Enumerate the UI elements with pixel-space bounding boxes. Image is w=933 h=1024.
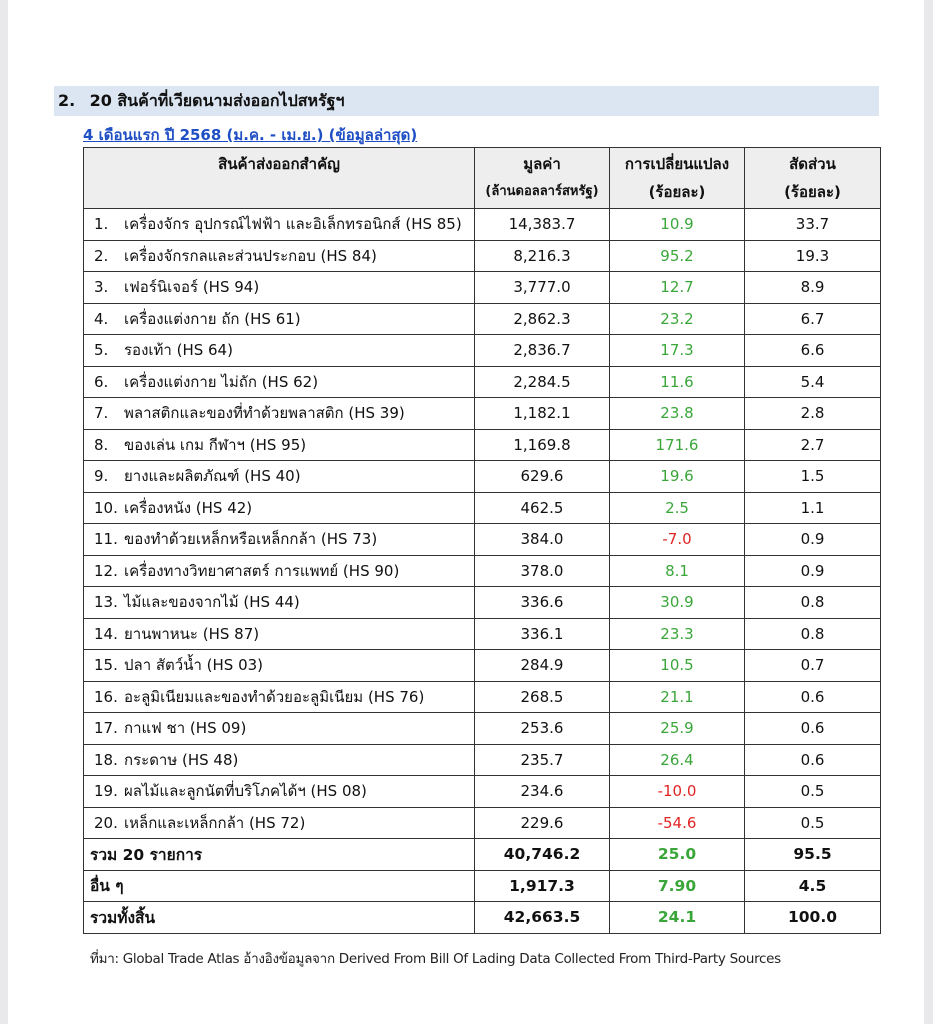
share-cell: 0.7 <box>745 650 881 682</box>
total-value: 40,746.2 <box>475 839 610 871</box>
share-cell: 1.5 <box>745 461 881 493</box>
table-row <box>84 776 881 808</box>
product-name: ยานพาหนะ (HS 87) <box>124 624 260 643</box>
total-value: 1,917.3 <box>475 870 610 902</box>
product-name: ผลไม้และลูกนัตที่บริโภคได้ฯ (HS 08) <box>124 782 367 801</box>
row-index: 10. <box>94 498 118 517</box>
product-name: รองเท้า (HS 64) <box>124 341 233 360</box>
change-cell: -54.6 <box>610 807 745 839</box>
value-cell: 229.6 <box>475 807 610 839</box>
product-cell <box>84 555 475 587</box>
change-cell: 12.7 <box>610 272 745 304</box>
product-name: เหล็กและเหล็กกล้า (HS 72) <box>124 813 306 832</box>
table-row <box>84 555 881 587</box>
product-cell <box>84 303 475 335</box>
table-row <box>84 461 881 493</box>
table-row <box>84 587 881 619</box>
row-index: 9. <box>94 467 109 486</box>
value-cell: 462.5 <box>475 492 610 524</box>
header-value: มูลค่า (ล้านดอลลาร์สหรัฐ) <box>475 148 610 209</box>
change-cell: 23.2 <box>610 303 745 335</box>
share-cell: 0.6 <box>745 713 881 745</box>
product-name: อะลูมิเนียมและของทำด้วยอะลูมิเนียม (HS 76) <box>124 687 425 706</box>
period-subheading-link[interactable]: 4 เดือนแรก ปี 2568 (ม.ค. - เม.ย.) (ข้อมูลล่าสุด) <box>83 126 418 144</box>
row-index: 3. <box>94 278 109 297</box>
table-row <box>84 303 881 335</box>
value-cell: 2,862.3 <box>475 303 610 335</box>
value-cell: 629.6 <box>475 461 610 493</box>
table-row <box>84 272 881 304</box>
product-name: ของเล่น เกม กีฬาฯ (HS 95) <box>124 435 307 454</box>
section-heading <box>54 86 879 116</box>
row-index: 18. <box>94 750 118 769</box>
product-name: กาแฟ ชา (HS 09) <box>124 719 247 738</box>
share-cell: 0.8 <box>745 618 881 650</box>
row-index: 12. <box>94 561 118 580</box>
section-number: 2. <box>58 91 76 110</box>
row-index: 20. <box>94 813 118 832</box>
share-cell: 0.5 <box>745 807 881 839</box>
row-index: 15. <box>94 656 118 675</box>
header-change: การเปลี่ยนแปลง (ร้อยละ) <box>610 148 745 209</box>
product-name: กระดาษ (HS 48) <box>124 750 239 769</box>
row-index: 7. <box>94 404 109 423</box>
table-row <box>84 429 881 461</box>
value-cell: 1,169.8 <box>475 429 610 461</box>
change-cell: 11.6 <box>610 366 745 398</box>
change-cell: -10.0 <box>610 776 745 808</box>
value-cell: 2,284.5 <box>475 366 610 398</box>
total-label: อื่น ๆ <box>84 870 475 902</box>
share-cell: 5.4 <box>745 366 881 398</box>
value-cell: 268.5 <box>475 681 610 713</box>
product-cell <box>84 618 475 650</box>
value-cell: 378.0 <box>475 555 610 587</box>
product-cell <box>84 776 475 808</box>
product-name: เครื่องทางวิทยาศาสตร์ การแพทย์ (HS 90) <box>124 561 400 580</box>
row-index: 19. <box>94 782 118 801</box>
change-cell: 25.9 <box>610 713 745 745</box>
product-cell <box>84 335 475 367</box>
table-row <box>84 744 881 776</box>
product-name: เฟอร์นิเจอร์ (HS 94) <box>124 278 260 297</box>
share-cell: 6.6 <box>745 335 881 367</box>
share-cell: 0.8 <box>745 587 881 619</box>
change-cell: 23.3 <box>610 618 745 650</box>
share-cell: 0.6 <box>745 681 881 713</box>
header-share: สัดส่วน (ร้อยละ) <box>745 148 881 209</box>
share-cell: 8.9 <box>745 272 881 304</box>
product-name: ของทำด้วยเหล็กหรือเหล็กกล้า (HS 73) <box>124 530 378 549</box>
product-cell <box>84 713 475 745</box>
change-cell: 30.9 <box>610 587 745 619</box>
product-cell <box>84 524 475 556</box>
value-cell: 253.6 <box>475 713 610 745</box>
table-row <box>84 492 881 524</box>
row-index: 13. <box>94 593 118 612</box>
share-cell: 0.9 <box>745 555 881 587</box>
table-row <box>84 713 881 745</box>
row-index: 4. <box>94 309 109 328</box>
share-cell: 2.7 <box>745 429 881 461</box>
change-cell: 95.2 <box>610 240 745 272</box>
total-share: 100.0 <box>745 902 881 934</box>
value-cell: 336.6 <box>475 587 610 619</box>
product-name: เครื่องหนัง (HS 42) <box>124 498 253 517</box>
share-cell: 0.5 <box>745 776 881 808</box>
total-share: 95.5 <box>745 839 881 871</box>
change-cell: 26.4 <box>610 744 745 776</box>
table-row <box>84 366 881 398</box>
total-change: 7.90 <box>610 870 745 902</box>
product-name: เครื่องแต่งกาย ถัก (HS 61) <box>124 309 301 328</box>
change-cell: 171.6 <box>610 429 745 461</box>
product-cell <box>84 366 475 398</box>
product-cell <box>84 587 475 619</box>
total-row <box>84 902 881 934</box>
source-note: ที่มา: Global Trade Atlas อ้างอิงข้อมูลจาก Derived From Bill Of Lading Data Collected From Third-Party Sources <box>90 951 781 967</box>
product-cell <box>84 272 475 304</box>
table-row <box>84 681 881 713</box>
change-cell: 10.9 <box>610 209 745 241</box>
section-title: 20 สินค้าที่เวียดนามส่งออกไปสหรัฐฯ <box>89 91 345 110</box>
product-cell <box>84 398 475 430</box>
change-cell: 2.5 <box>610 492 745 524</box>
share-cell: 0.6 <box>745 744 881 776</box>
product-cell <box>84 209 475 241</box>
value-cell: 284.9 <box>475 650 610 682</box>
total-change: 25.0 <box>610 839 745 871</box>
row-index: 17. <box>94 719 118 738</box>
change-cell: 19.6 <box>610 461 745 493</box>
table-row <box>84 335 881 367</box>
total-share: 4.5 <box>745 870 881 902</box>
share-cell: 0.9 <box>745 524 881 556</box>
value-cell: 234.6 <box>475 776 610 808</box>
table-row <box>84 618 881 650</box>
value-cell: 8,216.3 <box>475 240 610 272</box>
total-label: รวม 20 รายการ <box>84 839 475 871</box>
total-value: 42,663.5 <box>475 902 610 934</box>
product-name: เครื่องจักรกลและส่วนประกอบ (HS 84) <box>124 246 377 265</box>
value-cell: 2,836.7 <box>475 335 610 367</box>
change-cell: 21.1 <box>610 681 745 713</box>
value-cell: 1,182.1 <box>475 398 610 430</box>
export-products-table <box>83 147 881 934</box>
share-cell: 1.1 <box>745 492 881 524</box>
table-row <box>84 650 881 682</box>
value-cell: 3,777.0 <box>475 272 610 304</box>
row-index: 14. <box>94 624 118 643</box>
product-cell <box>84 681 475 713</box>
product-name: ปลา สัตว์น้ำ (HS 03) <box>124 656 264 675</box>
change-cell: 8.1 <box>610 555 745 587</box>
total-change: 24.1 <box>610 902 745 934</box>
total-row <box>84 870 881 902</box>
change-cell: 17.3 <box>610 335 745 367</box>
product-name: พลาสติกและของที่ทำด้วยพลาสติก (HS 39) <box>124 404 405 423</box>
product-cell <box>84 744 475 776</box>
total-row <box>84 839 881 871</box>
table-header-row <box>84 148 881 209</box>
product-cell <box>84 650 475 682</box>
product-name: ยางและผลิตภัณฑ์ (HS 40) <box>124 467 301 486</box>
table-row <box>84 524 881 556</box>
table-row <box>84 240 881 272</box>
product-cell <box>84 492 475 524</box>
row-index: 8. <box>94 435 109 454</box>
document-page <box>8 0 924 1024</box>
total-label: รวมทั้งสิ้น <box>84 902 475 934</box>
row-index: 16. <box>94 687 118 706</box>
product-name: เครื่องจักร อุปกรณ์ไฟฟ้า และอิเล็กทรอนิกส์ (HS 85) <box>124 215 462 234</box>
change-cell: -7.0 <box>610 524 745 556</box>
row-index: 5. <box>94 341 109 360</box>
product-cell <box>84 807 475 839</box>
value-cell: 14,383.7 <box>475 209 610 241</box>
row-index: 11. <box>94 530 118 549</box>
value-cell: 336.1 <box>475 618 610 650</box>
row-index: 2. <box>94 246 109 265</box>
product-name: ไม้และของจากไม้ (HS 44) <box>124 593 300 612</box>
product-cell <box>84 240 475 272</box>
share-cell: 33.7 <box>745 209 881 241</box>
value-cell: 235.7 <box>475 744 610 776</box>
change-cell: 10.5 <box>610 650 745 682</box>
table-row <box>84 209 881 241</box>
share-cell: 6.7 <box>745 303 881 335</box>
change-cell: 23.8 <box>610 398 745 430</box>
table-row <box>84 807 881 839</box>
row-index: 6. <box>94 372 109 391</box>
row-index: 1. <box>94 215 109 234</box>
value-cell: 384.0 <box>475 524 610 556</box>
header-product: สินค้าส่งออกสำคัญ <box>84 148 475 209</box>
product-name: เครื่องแต่งกาย ไม่ถัก (HS 62) <box>124 372 319 391</box>
product-cell <box>84 429 475 461</box>
product-cell <box>84 461 475 493</box>
table-row <box>84 398 881 430</box>
share-cell: 19.3 <box>745 240 881 272</box>
share-cell: 2.8 <box>745 398 881 430</box>
